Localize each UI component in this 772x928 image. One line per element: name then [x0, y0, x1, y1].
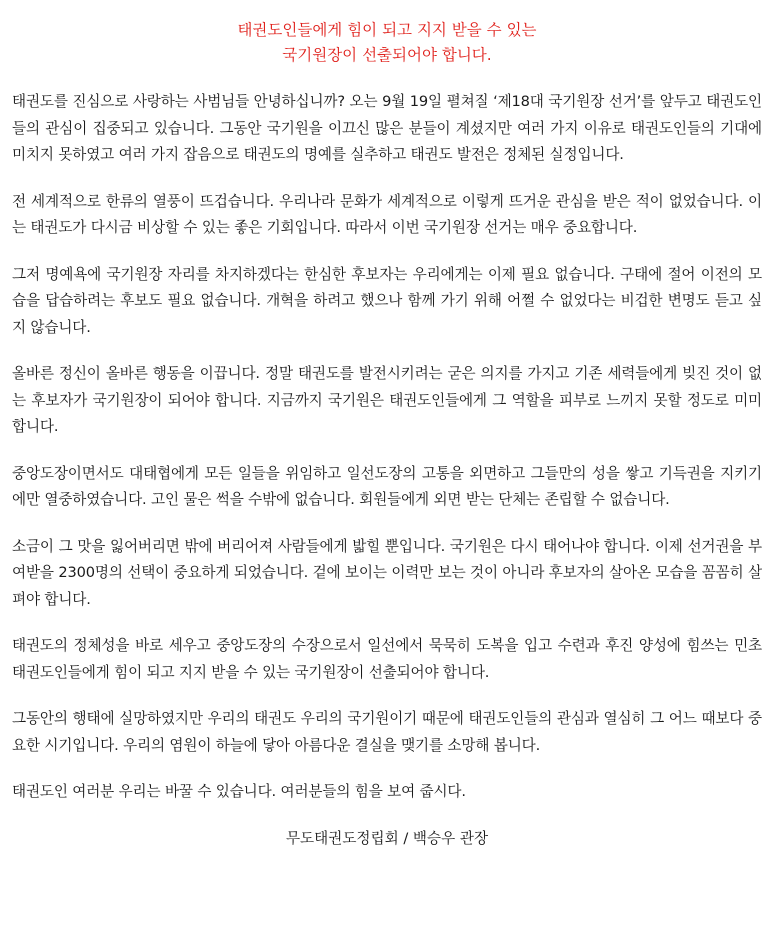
- paragraph-1: 태권도를 진심으로 사랑하는 사범님들 안녕하십니까? 오는 9월 19일 펼쳐질 ‘제18대 국기원장 선거’를 앞두고 태권도인들의 관심이 집중되고 있습니다. 그동안 국기원을 이끄신 많은 분들이 계셨지만 여러 가지 이유로 태권도인들의 기대에 미치지 못하였고 여러 가지 잡음으로 태권도의 명예를 실추하고 태권도 발전은 정체된 실정입니다.: [12, 93, 762, 163]
- paragraph-8: 그동안의 행태에 실망하였지만 우리의 태권도 우리의 국기원이기 때문에 태권도인들의 관심과 열심히 그 어느 때보다 중요한 시기입니다. 우리의 염원이 하늘에 닿아 아름다운 결실을 맺기를 소망해 봅니다.: [12, 710, 762, 754]
- title-line-1: 태권도인들에게 힘이 되고 지지 받을 수 있는: [237, 21, 537, 39]
- signature: 무도태권도정립회 / 백승우 관장: [285, 829, 489, 847]
- paragraph-9: 태권도인 여러분 우리는 바꿀 수 있습니다. 여러분들의 힘을 보여 줍시다.: [12, 783, 466, 800]
- paragraph-6: 소금이 그 맛을 잃어버리면 밖에 버리어져 사람들에게 밟힐 뿐입니다. 국기원은 다시 태어나야 합니다. 이제 선거권을 부여받을 2300명의 선택이 중요하게 되었습니다. 겉에 보이는 이력만 보는 것이 아니라 후보자의 살아온 모습을 꼼꼼히 살펴야 합니다.: [12, 537, 762, 608]
- paragraph-5: 중앙도장이면서도 대태협에게 모든 일들을 위임하고 일선도장의 고통을 외면하고 그들만의 성을 쌓고 기득권을 지키기에만 열중하였습니다. 고인 물은 썩을 수밖에 없습니다. 회원들에게 외면 받는 단체는 존립할 수 없습니다.: [12, 464, 762, 508]
- paragraph-2: 전 세계적으로 한류의 열풍이 뜨겁습니다. 우리나라 문화가 세계적으로 이렇게 뜨거운 관심을 받은 적이 없었습니다. 이는 태권도가 다시금 비상할 수 있는 좋은 기회입니다. 따라서 이번 국기원장 선거는 매우 중요합니다.: [12, 192, 762, 236]
- paragraph-7: 태권도의 정체성을 바로 세우고 중앙도장의 수장으로서 일선에서 묵묵히 도복을 입고 수련과 후진 양성에 힘쓰는 민초 태권도인들에게 힘이 되고 지지 받을 수 있는 국기원장이 선출되어야 합니다.: [12, 637, 762, 681]
- document-title: [12, 18, 762, 68]
- paragraph-3: 그저 명예욕에 국기원장 자리를 차지하겠다는 한심한 후보자는 우리에게는 이제 필요 없습니다. 구태에 절어 이전의 모습을 답습하려는 후보도 필요 없습니다. 개혁을 하려고 했으나 함께 가기 위해 어쩔 수 없었다는 비겁한 변명도 듣고 싶지 않습니다.: [12, 265, 762, 336]
- title-line-2: 국기원장이 선출되어야 합니다.: [282, 46, 492, 64]
- paragraph-4: 올바른 정신이 올바른 행동을 이끕니다. 정말 태권도를 발전시키려는 굳은 의지를 가지고 기존 세력들에게 빚진 것이 없는 후보자가 국기원장이 되어야 합니다. 지금까지 국기원은 태권도인들에게 그 역할을 피부로 느끼지 못할 정도로 미미합니다.: [12, 365, 762, 435]
